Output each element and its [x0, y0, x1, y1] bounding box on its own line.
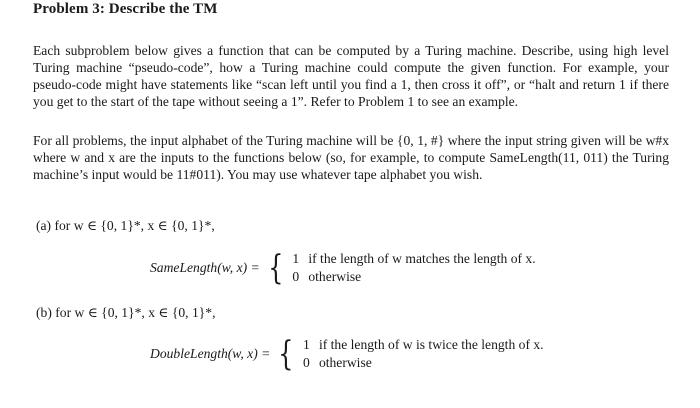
alphabet-paragraph: For all problems, the input alphabet of the Turing machine will be {0, 1, #} where the input string given will be w#x where w and x are the inputs to the functions below (so, for example, to compute SameLength(11, 011) the Turing machine’s input would be 11#011). You may use whatever tape alphabet you wish.	[33, 133, 669, 182]
intro-paragraph: Each subproblem below gives a function that can be computed by a Turing machine. Describe, using high level Turing machine “pseudo-code”, how a Turing machine could compute the given function. For example, your pseudo-code might have statements like “scan left until you find a 1, then cross it off”, or “halt and return 1 if there you get to the start of the tape without seeing a 1”. Refer to Problem 1 to see an example.	[33, 43, 669, 109]
case-value: 1	[292, 251, 300, 266]
case-value: 1	[302, 337, 310, 352]
part-b-cases	[303, 336, 544, 372]
case-row	[303, 336, 544, 354]
case-condition: if the length of w is twice the length of x.	[318, 337, 544, 352]
case-value: 0	[302, 355, 310, 370]
part-a-lhs: SameLength(w, x) =	[150, 260, 260, 275]
case-value: 0	[292, 269, 300, 284]
part-a-cases	[292, 250, 535, 286]
part-b-lhs: DoubleLength(w, x) =	[150, 346, 271, 361]
case-condition: otherwise	[318, 355, 372, 370]
case-row	[292, 268, 535, 286]
part-b-formula	[150, 336, 544, 372]
brace-symbol: {	[278, 334, 294, 374]
part-a-formula	[150, 250, 536, 286]
part-b-label: (b) for w ∈ {0, 1}*, x ∈ {0, 1}*,	[36, 305, 216, 320]
brace-symbol: {	[267, 248, 284, 288]
part-a-label: (a) for w ∈ {0, 1}*, x ∈ {0, 1}*,	[36, 218, 215, 233]
case-row	[303, 354, 544, 372]
case-condition: if the length of w matches the length of x.	[308, 251, 536, 266]
case-row	[292, 250, 535, 268]
problem-heading: Problem 3: Describe the TM	[33, 1, 218, 17]
case-condition: otherwise	[308, 269, 362, 284]
